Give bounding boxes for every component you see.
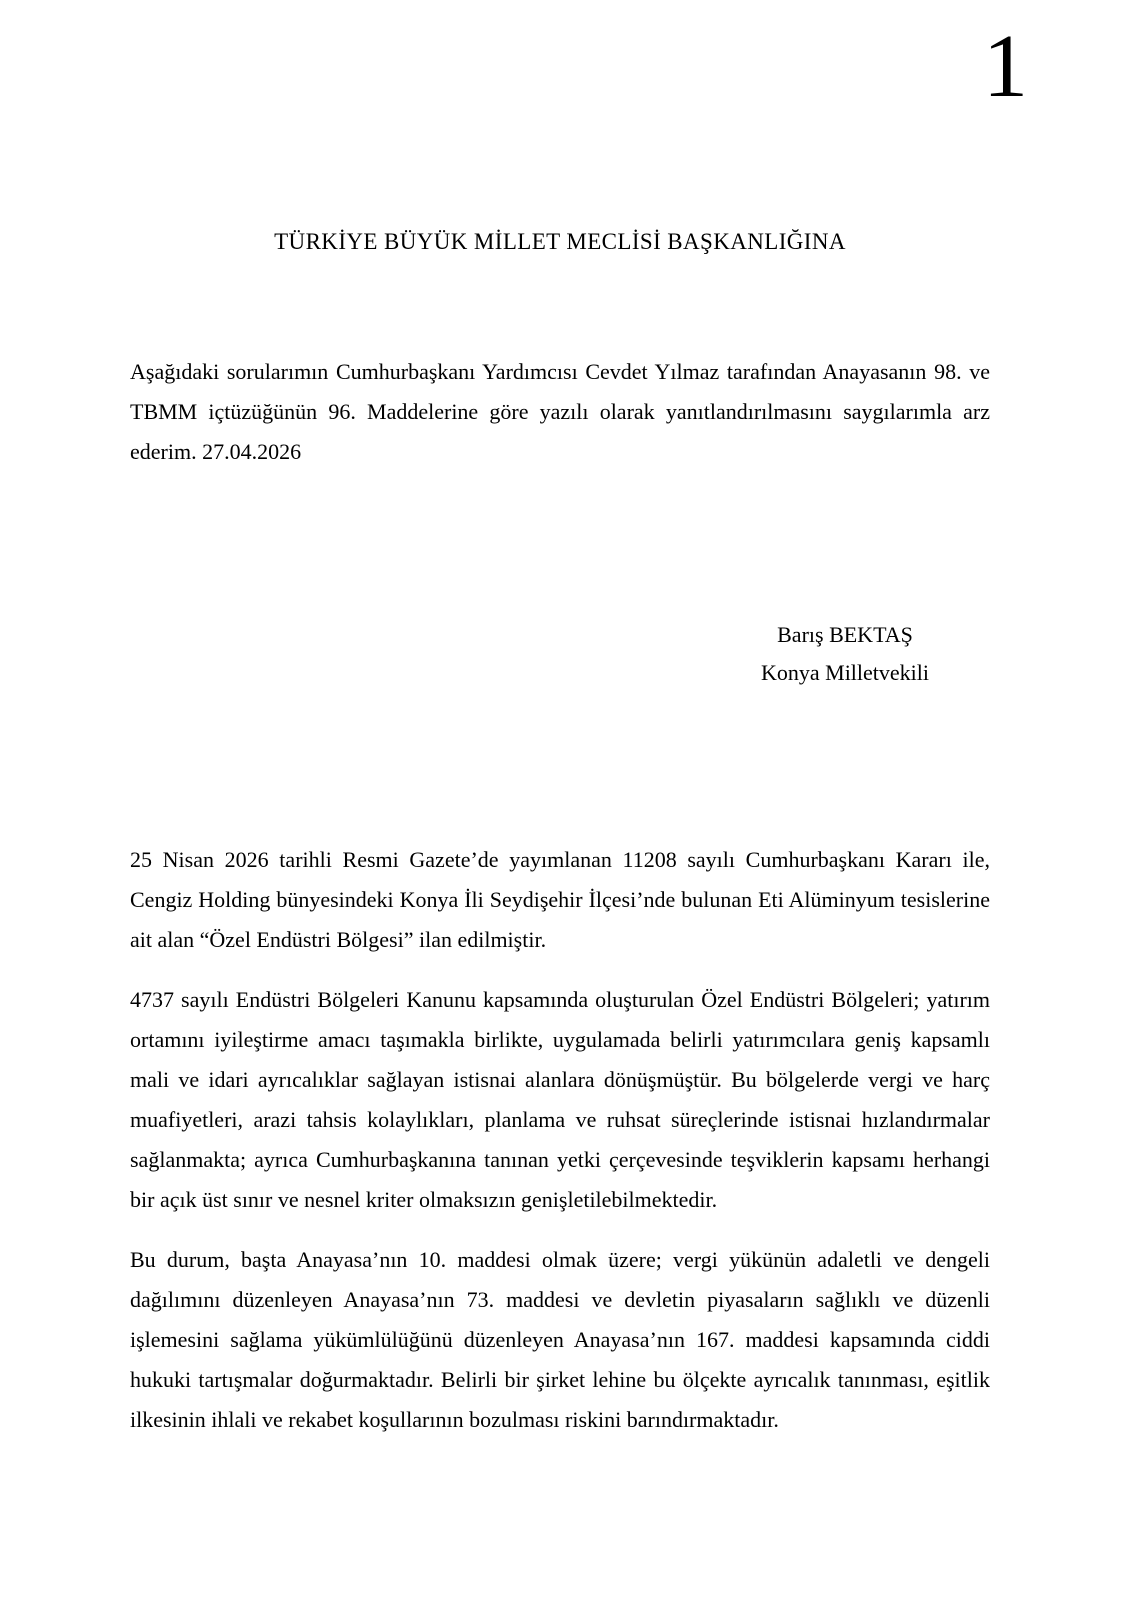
- document-body: [130, 0, 990, 1440]
- body-paragraph-3: Bu durum, başta Anayasa’nın 10. maddesi olmak üzere; vergi yükünün adaletli ve dengeli dağılımını düzenleyen Anayasa’nın 73. maddesi ve devletin piyasaların sağlıklı ve düzenli işlemesini sağlama yükümlülüğünü düzenleyen Anayasa’nın 167. maddesi kapsamında ciddi hukuki tartışmalar doğurmaktadır. Belirli bir şirket lehine bu ölçekte ayrıcalık tanınması, eşitlik ilkesinin ihlali ve rekabet koşullarının bozulması riskini barındırmaktadır.: [130, 1247, 990, 1432]
- body-paragraph-1: 25 Nisan 2026 tarihli Resmi Gazete’de yayımlanan 11208 sayılı Cumhurbaşkanı Kararı ile, Cengiz Holding bünyesindeki Konya İli Seydişehir İlçesi’nde bulunan Eti Alüminyum tesislerine ait alan “Özel Endüstri Bölgesi” ilan edilmiştir.: [130, 847, 990, 952]
- page-number: 1: [983, 17, 1028, 116]
- document-title: TÜRKİYE BÜYÜK MİLLET MECLİSİ BAŞKANLIĞINA: [274, 229, 846, 254]
- signatory-title: Konya Milletvekili: [760, 660, 930, 685]
- signatory-name: Barış BEKTAŞ: [777, 622, 913, 647]
- intro-paragraph: Aşağıdaki sorularımın Cumhurbaşkanı Yardımcısı Cevdet Yılmaz tarafından Anayasanın 98. ve TBMM içtüzüğünün 96. Maddelerine göre yazılı olarak yanıtlandırılmasını saygılarımla arz ederim. 27.04.2026: [130, 359, 990, 464]
- signature-block: [700, 616, 990, 692]
- body-paragraph-2: 4737 sayılı Endüstri Bölgeleri Kanunu kapsamında oluşturulan Özel Endüstri Bölgeleri; yatırım ortamını iyileştirme amacı taşımakla birlikte, uygulamada belirli yatırımcılara geniş kapsamlı mali ve idari ayrıcalıklar sağlayan istisnai alanlara dönüşmüştür. Bu bölgelerde vergi ve harç muafiyetleri, arazi tahsis kolaylıkları, planlama ve ruhsat süreçlerinde istisnai hızlandırmalar sağlanmakta; ayrıca Cumhurbaşkanına tanınan yetki çerçevesinde teşviklerin kapsamı herhangi bir açık üst sınır ve nesnel kriter olmaksızın genişletilebilmektedir.: [130, 987, 990, 1212]
